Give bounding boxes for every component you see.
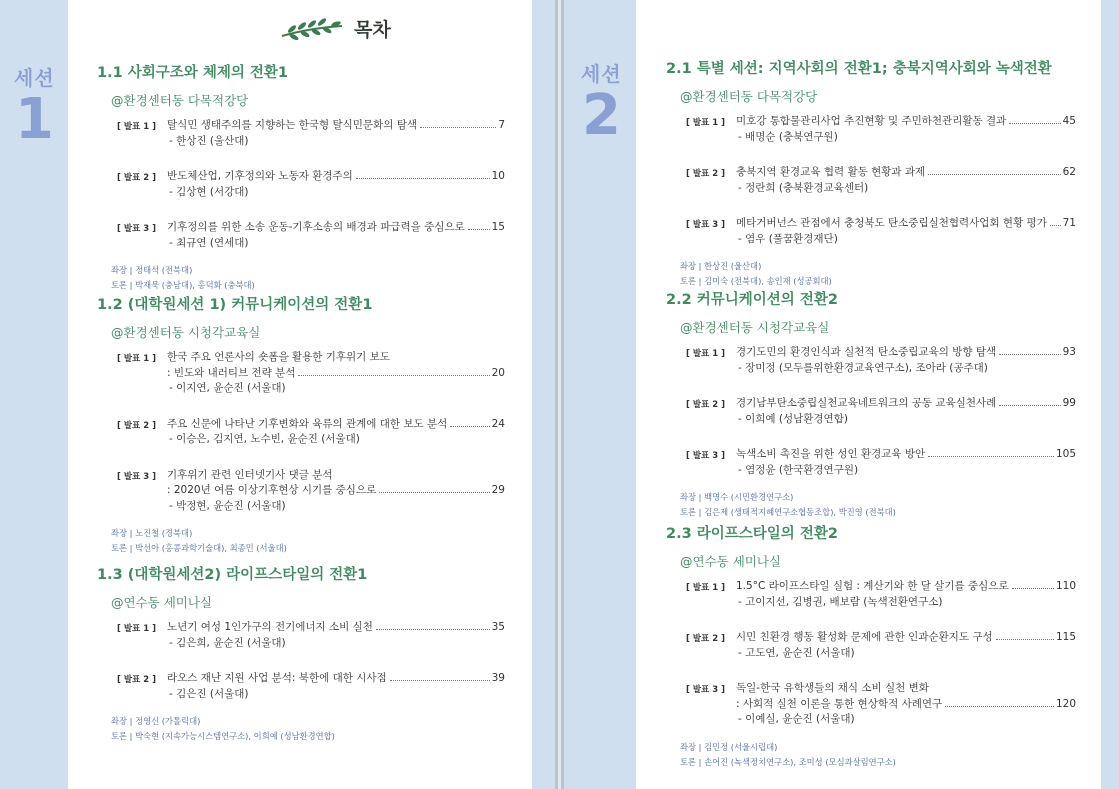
entry-title-line [736, 697, 1076, 713]
dot-leader [999, 354, 1061, 355]
section-venue: @연수동 세미나실 [680, 554, 781, 569]
left-page [68, 0, 532, 789]
session-discussants: 토론 | 박선아 (홍콩과학기술대), 최종민 (서울대) [111, 543, 287, 553]
presentation-badge: [ 발표 1 ] [117, 122, 156, 132]
entry-title: 기후정의를 위한 소송 운동-기후소송의 배경과 파급력을 중심으로 [167, 221, 465, 233]
entry-title-line [736, 447, 1076, 463]
entry-body [736, 345, 1076, 376]
presentation-badge: [ 발표 1 ] [117, 624, 156, 634]
toc-entry[interactable] [666, 165, 1076, 196]
section-venue: @환경센터동 다목적강당 [111, 93, 249, 108]
page-number: 62 [1062, 166, 1076, 178]
page-number: 71 [1062, 217, 1076, 229]
entry-title: 탈식민 생태주의를 지향하는 한국형 탈식민문화의 탐색 [167, 119, 417, 131]
entry-body [167, 417, 505, 448]
dot-leader [928, 174, 1061, 175]
session-discussants: 토론 | 박재묵 (충남대), 홍덕화 (충북대) [111, 280, 255, 290]
page-number: 39 [491, 672, 505, 684]
toc-entry[interactable] [97, 220, 505, 251]
toc-section [666, 57, 1076, 289]
entry-title: 미호강 통합물관리사업 추진현황 및 주민하천관리활동 결과 [736, 115, 1007, 127]
entry-body [167, 118, 505, 149]
toc-section [666, 522, 1076, 770]
session-chair: 좌장 | 정영신 (가톨릭대) [111, 716, 201, 726]
toc-entry[interactable] [97, 620, 505, 651]
dot-leader [928, 456, 1054, 457]
session-label-1: 세션 [14, 66, 55, 90]
presentation-badge: [ 발표 2 ] [117, 420, 156, 431]
entry-title: : 빈도와 내러티브 전략 분석 [167, 366, 296, 379]
entry-title-line [736, 165, 1076, 181]
toc-entry[interactable] [97, 417, 505, 448]
entry-body [167, 169, 505, 200]
section-title: 2.1 특별 세션: 지역사회의 전환1; 충북지역사회와 녹색전환 [666, 61, 1052, 77]
presenters: - 김은진 (서울대) [169, 687, 249, 700]
presentation-badge: [ 발표 1 ] [686, 349, 725, 359]
entry-body [167, 220, 505, 251]
dot-leader [450, 426, 489, 427]
dot-leader [999, 405, 1060, 406]
toc-entry[interactable] [97, 350, 505, 397]
entry-body [167, 671, 505, 702]
page-number: 35 [491, 621, 505, 633]
entry-title: 메타거버넌스 관점에서 충청북도 탄소중립실천협력사업회 현황 평가 [736, 217, 1047, 229]
page-number: 105 [1055, 448, 1076, 460]
entry-title-line [167, 169, 505, 185]
session-label-2: 세션 [581, 62, 622, 86]
presentation-badge: [ 발표 3 ] [117, 471, 156, 482]
entry-body [736, 681, 1076, 728]
entry-title: 노년기 여성 1인가구의 전기에너지 소비 실천 [167, 621, 373, 633]
entry-body [736, 630, 1076, 661]
page-number: 93 [1062, 346, 1076, 358]
page-number: 110 [1055, 580, 1076, 592]
dot-leader [376, 629, 490, 630]
entry-title-line [736, 396, 1076, 412]
presenters: - 염정윤 (한국환경연구원) [738, 463, 859, 476]
toc-header [280, 15, 391, 42]
entry-body [167, 468, 505, 515]
toc-entry[interactable] [666, 396, 1076, 427]
entry-title: 녹색소비 촉진을 위한 성인 환경교육 방안 [736, 448, 926, 460]
presentation-badge: [ 발표 2 ] [686, 400, 725, 410]
entry-body [167, 620, 505, 651]
entry-body [167, 350, 505, 397]
presentation-badge: [ 발표 1 ] [686, 583, 725, 593]
entry-title-line [736, 345, 1076, 361]
page-number: 7 [498, 119, 505, 131]
dot-leader [298, 375, 489, 376]
page-number: 29 [491, 484, 505, 496]
presentation-badge: [ 발표 3 ] [686, 220, 725, 230]
toc-entry[interactable] [666, 579, 1076, 610]
session-chair: 좌장 | 한상진 (울산대) [680, 261, 762, 271]
dot-leader [379, 492, 489, 493]
toc-entry[interactable] [97, 169, 505, 200]
session-chair: 좌장 | 정태석 (전북대) [111, 265, 193, 275]
laurel-branch-icon [280, 18, 344, 40]
section-title: 1.1 사회구조와 체제의 전환1 [97, 65, 288, 81]
dot-leader [945, 706, 1054, 707]
page-number: 20 [491, 366, 505, 379]
dot-leader [356, 178, 490, 179]
book-spine [555, 0, 564, 789]
entry-title: 주요 신문에 나타난 기후변화와 육류의 관계에 대한 보도 분석 [167, 417, 448, 430]
section-title: 1.2 (대학원세션 1) 커뮤니케이션의 전환1 [97, 297, 373, 313]
toc-title: 목차 [354, 19, 391, 41]
presenters: - 고도연, 윤순진 (서울대) [738, 646, 855, 659]
presenters: - 이승은, 김지연, 노수빈, 윤순진 (서울대) [169, 433, 360, 445]
presentation-badge: [ 발표 2 ] [686, 634, 725, 644]
presenters: - 배명순 (충북연구원) [738, 130, 838, 143]
section-venue: @연수동 세미나실 [111, 595, 212, 610]
section-venue: @환경센터동 시청각교육실 [111, 325, 261, 340]
presenters: - 김상현 (서강대) [169, 185, 249, 198]
toc-entry[interactable] [97, 118, 505, 149]
toc-entry[interactable] [666, 216, 1076, 247]
entry-title: 경기남부탄소중립실천교육네트워크의 공동 교육실천사례 [736, 397, 997, 409]
entry-title-line [736, 216, 1076, 232]
section-venue: @환경센터동 다목적강당 [680, 89, 818, 104]
presenters: - 이지연, 윤순진 (서울대) [169, 382, 286, 394]
session-discussants: 토론 | 김은제 (생태적지혜연구소협동조합), 박진영 (전북대) [680, 507, 896, 517]
page-number: 99 [1062, 397, 1076, 409]
session-chair: 좌장 | 김민정 (서울시립대) [680, 741, 778, 752]
presenters: - 김은희, 윤순진 (서울대) [169, 636, 286, 649]
toc-entry[interactable] [97, 468, 505, 515]
session-number-1: 1 [15, 87, 54, 152]
entry-title: 경기도민의 환경인식과 실천적 탄소중립교육의 방향 탐색 [736, 346, 997, 358]
section-title: 2.2 커뮤니케이션의 전환2 [666, 292, 838, 308]
entry-body [736, 447, 1076, 478]
entry-title: 1.5°C 라이프스타일 실험 : 계산기와 한 달 살기를 중심으로 [736, 580, 1009, 592]
presenters: - 정란희 (충북환경교육센터) [738, 181, 869, 194]
entry-title: 한국 주요 언론사의 숏폼을 활용한 기후위기 보도 [167, 351, 390, 363]
entry-title-line [736, 630, 1076, 646]
entry-body [736, 396, 1076, 427]
presenters: - 고이지선, 김병권, 배보람 (녹색전환연구소) [738, 595, 943, 608]
toc-entry[interactable] [666, 345, 1076, 376]
dot-leader [468, 229, 490, 230]
toc-entry[interactable] [666, 630, 1076, 661]
session-chair: 좌장 | 백명수 (시민환경연구소) [680, 492, 794, 502]
page-number: 10 [491, 170, 505, 182]
session-number-2: 2 [582, 83, 621, 148]
entry-body [736, 216, 1076, 247]
entry-title: 기후위기 관련 인터넷기사 댓글 분석 [167, 468, 333, 481]
page-number: 45 [1062, 115, 1076, 127]
page-number: 15 [491, 221, 505, 233]
entry-title: : 2020년 여름 이상기후현상 시기를 중심으로 [167, 484, 377, 496]
entry-title: 반도체산업, 기후정의와 노동자 환경주의 [167, 170, 353, 182]
entry-title: 충북지역 환경교육 협력 활동 현황과 과제 [736, 166, 926, 178]
entry-title-line [736, 114, 1076, 130]
entry-title-line [736, 681, 1076, 697]
dot-leader [390, 680, 490, 681]
presentation-badge: [ 발표 1 ] [117, 354, 156, 364]
entry-body [736, 165, 1076, 196]
dot-leader [1050, 225, 1061, 226]
session-discussants: 토론 | 손어진 (녹색정치연구소), 조미성 (모심과살림연구소) [680, 756, 896, 767]
dot-leader [420, 127, 496, 128]
entry-body [736, 579, 1076, 610]
dot-leader [1012, 588, 1054, 589]
presentation-badge: [ 발표 2 ] [117, 173, 156, 183]
toc-section [97, 563, 505, 744]
presenters: - 한상진 (울산대) [169, 134, 249, 147]
entry-title: : 사회적 실천 이론을 통한 현상학적 사례연구 [736, 697, 943, 710]
toc-entry[interactable] [666, 447, 1076, 478]
entry-title: 라오스 재난 지원 사업 분석: 북한에 대한 시사점 [167, 672, 387, 684]
session-chair: 좌장 | 노진철 (경북대) [111, 528, 193, 538]
entry-title-line [167, 220, 505, 236]
presentation-badge: [ 발표 3 ] [686, 685, 725, 695]
toc-entry[interactable] [666, 114, 1076, 145]
entry-title-line [167, 417, 505, 433]
section-venue: @환경센터동 시청각교육실 [680, 320, 830, 335]
toc-entry[interactable] [666, 681, 1076, 728]
presentation-badge: [ 발표 2 ] [686, 169, 725, 179]
session-discussants: 토론 | 박숙현 (지속가능시스템연구소), 이희예 (성남환경연합) [111, 731, 335, 741]
entry-title-line [167, 483, 505, 499]
presenters: - 이예실, 윤순진 (서울대) [738, 713, 855, 725]
toc-section [97, 293, 505, 556]
presentation-badge: [ 발표 3 ] [686, 451, 725, 461]
presenters: - 장미정 (모두를위한환경교육연구소), 조아라 (공주대) [738, 361, 988, 374]
page-number: 120 [1055, 697, 1076, 710]
presentation-badge: [ 발표 2 ] [117, 675, 156, 685]
entry-title-line [167, 350, 505, 366]
entry-title: 시민 친환경 행동 활성화 문제에 관한 인과순환지도 구성 [736, 631, 993, 643]
presentation-badge: [ 발표 1 ] [686, 118, 725, 128]
entry-body [736, 114, 1076, 145]
right-page [636, 0, 1101, 789]
entry-title-line [167, 468, 505, 484]
presenters: - 이희예 (성남환경연합) [738, 412, 848, 425]
entry-title-line [167, 366, 505, 382]
entry-title-line [167, 620, 505, 636]
page-number: 24 [491, 417, 505, 430]
presenters: - 염우 (풀꿈환경재단) [738, 232, 838, 245]
session-discussants: 토론 | 김미숙 (전북대), 송인재 (성공회대) [680, 276, 832, 286]
entry-title-line [167, 118, 505, 134]
presenters: - 최규연 (연세대) [169, 236, 249, 249]
section-title: 1.3 (대학원세션2) 라이프스타일의 전환1 [97, 567, 368, 583]
page-number: 115 [1055, 631, 1076, 643]
entry-title-line [736, 579, 1076, 595]
entry-title-line [167, 671, 505, 687]
dot-leader [996, 639, 1054, 640]
dot-leader [1009, 123, 1060, 124]
toc-entry[interactable] [97, 671, 505, 702]
toc-section [97, 61, 505, 293]
toc-section [666, 288, 1076, 520]
presentation-badge: [ 발표 3 ] [117, 224, 156, 234]
presenters: - 박정현, 윤순진 (서울대) [169, 499, 286, 512]
entry-title: 독일-한국 유학생들의 채식 소비 실천 변화 [736, 682, 929, 694]
section-title: 2.3 라이프스타일의 전환2 [666, 526, 838, 542]
